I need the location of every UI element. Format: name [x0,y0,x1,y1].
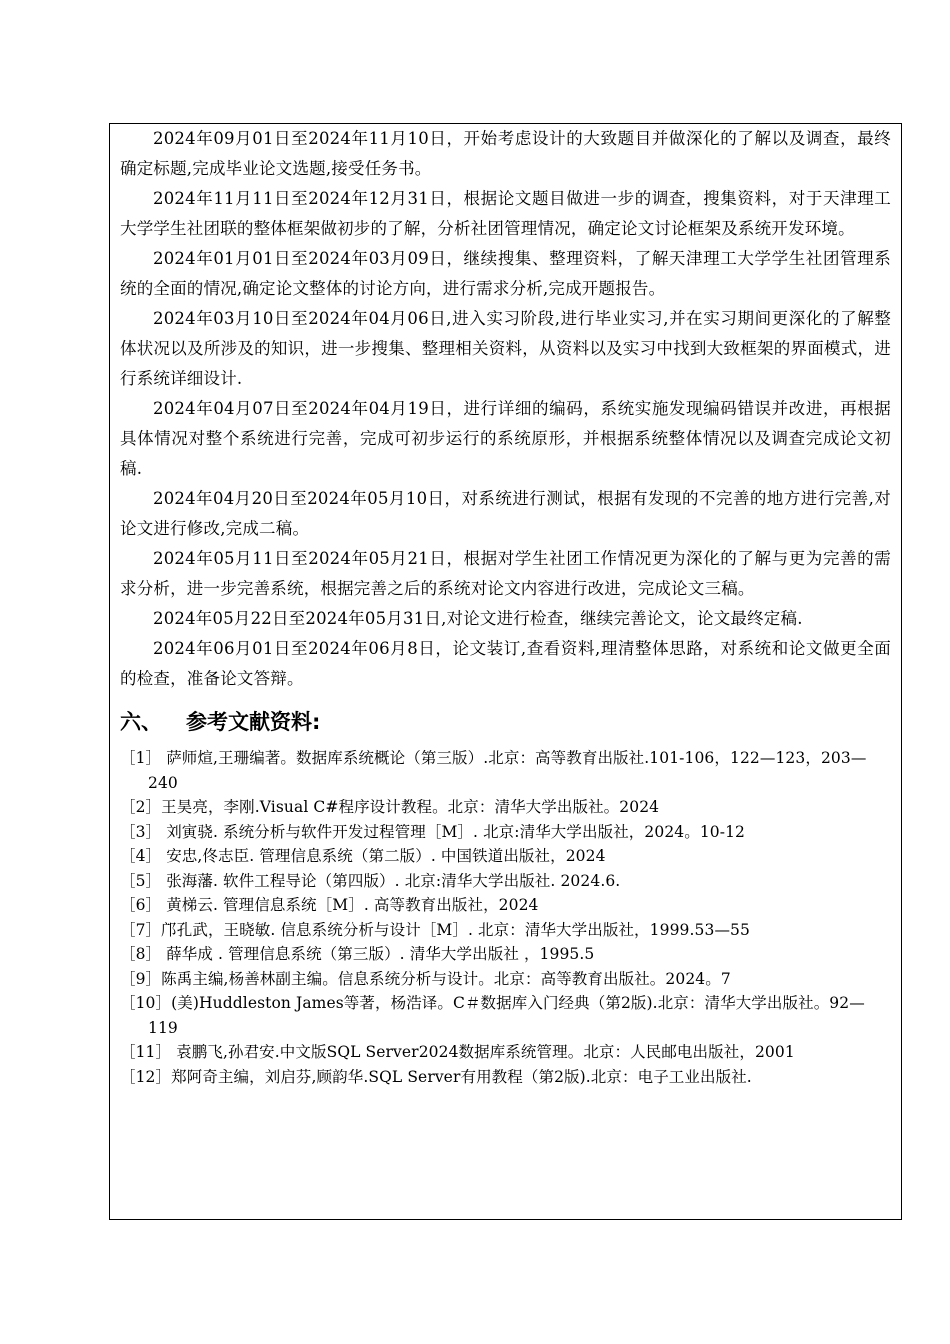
schedule-paragraph: 2024年06月01日至2024年06月8日，论文装订,查看资料,理清整体思路，对系统和论文做更全面的检查，准备论文答辩。 [120,639,891,688]
schedule-paragraph: 2024年11月11日至2024年12月31日，根据论文题目做进一步的调查，搜集资料，对于天津理工大学学生社团联的整体框架做初步的了解，分析社团管理情况，确定论文讨论框架及系统开发环境。 [120,189,891,238]
schedule-paragraph: 2024年04月07日至2024年04月19日，进行详细的编码，系统实施发现编码错误并改进，再根据具体情况对整个系统进行完善，完成可初步运行的系统原形，并根据系统整体情况以及调查完成论文初稿. [120,399,891,478]
reference-item: ［5］ 张海藩. 软件工程导论（第四版）. 北京:清华大学出版社. 2024.6. [120,871,621,890]
reference-item: ［7］邝孔武，王晓敏. 信息系统分析与设计［M］. 北京：清华大学出版社，1999.53—55 [120,920,750,939]
reference-item: ［1］ 萨师煊,王珊编著。数据库系统概论（第三版）.北京：高等教育出版社.101-106，122—123，203—240 [120,749,867,792]
section-number: 六、 [120,710,162,734]
schedule-paragraph: 2024年05月11日至2024年05月21日，根据对学生社团工作情况更为深化的了解与更为完善的需求分析，进一步完善系统，根据完善之后的系统对论文内容进行改进，完成论文三稿。 [120,549,891,598]
references-heading [120,706,891,738]
document-table-cell [109,123,902,1220]
schedule-paragraph: 2024年09月01日至2024年11月10日，开始考虑设计的大致题目并做深化的了解以及调查，最终确定标题,完成毕业论文选题,接受任务书。 [120,129,891,178]
reference-item: ［6］ 黄梯云. 管理信息系统［M］. 高等教育出版社，2024 [120,896,539,914]
reference-list [120,746,891,1089]
reference-item: ［9］陈禹主编,杨善林副主编。信息系统分析与设计。北京：高等教育出版社。2024。7 [120,969,731,988]
reference-item: ［3］ 刘寅骁. 系统分析与软件开发过程管理［M］. 北京:清华大学出版社，2024。10-12 [120,822,746,841]
schedule-paragraph: 2024年03月10日至2024年04月06日,进入实习阶段,进行毕业实习,并在实习期间更深化的了解整体状况以及所涉及的知识，进一步搜集、整理相关资料，从资料以及实习中找到大致框架的界面模式，进行系统详细设计. [120,309,891,388]
schedule-paragraph: 2024年04月20日至2024年05月10日，对系统进行测试，根据有发现的不完善的地方进行完善,对论文进行修改,完成二稿。 [120,489,891,538]
reference-item: ［12］郑阿奇主编，刘启芬,顾韵华.SQL Server有用教程（第2版).北京：电子工业出版社. [120,1067,752,1086]
reference-item: ［4］ 安忠,佟志臣. 管理信息系统（第二版）. 中国铁道出版社，2024 [120,847,606,865]
section-title: 参考文献资料: [186,710,321,734]
reference-item: ［2］王昊亮，李刚.Visual C#程序设计教程。北京：清华大学出版社。2024 [120,798,660,816]
reference-item: ［10］(美)Huddleston James等著，杨浩译。C＃数据库入门经典（第2版).北京：清华大学出版社。92—119 [120,994,865,1037]
schedule-paragraph: 2024年01月01日至2024年03月09日，继续搜集、整理资料，了解天津理工大学学生社团管理系统的全面的情况,确定论文整体的讨论方向，进行需求分析,完成开题报告。 [120,249,891,298]
reference-item: ［11］ 袁鹏飞,孙君安.中文版SQL Server2024数据库系统管理。北京：人民邮电出版社，2001 [120,1043,795,1061]
cell-content [110,124,901,1089]
schedule-paragraph: 2024年05月22日至2024年05月31日,对论文进行检查，继续完善论文，论文最终定稿. [153,609,803,628]
schedule-section [120,124,891,694]
reference-item: ［8］ 薛华成 . 管理信息系统（第三版）. 清华大学出版社 ，1995.5 [120,945,595,963]
